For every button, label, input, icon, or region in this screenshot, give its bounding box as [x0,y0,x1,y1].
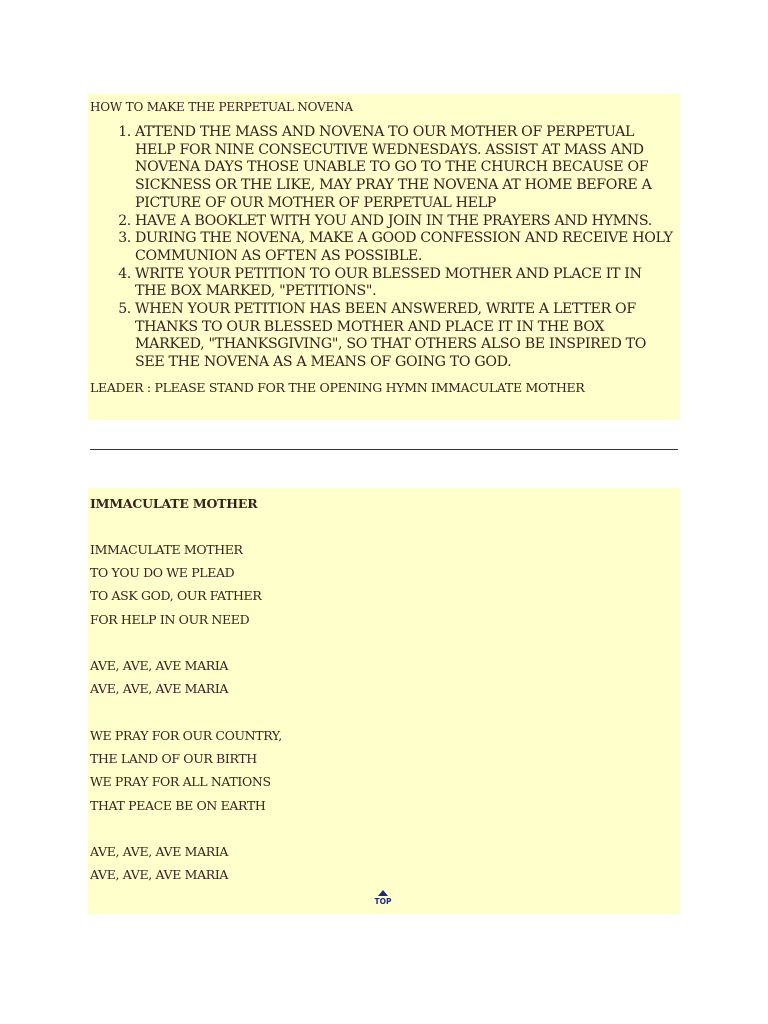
hymn-line: AVE, AVE, AVE MARIA [90,867,229,882]
hymn-line: IMMACULATE MOTHER [90,542,243,557]
list-item: 3. DURING THE NOVENA, MAKE A GOOD CONFESSION AND RECEIVE HOLY COMMUNION AS OFTEN AS POSSIBLE. [135,230,676,265]
hymn-panel [88,488,680,914]
novena-instructions-panel [88,94,680,420]
list-item: 2. HAVE A BOOKLET WITH YOU AND JOIN IN THE PRAYERS AND HYMNS. [135,213,676,231]
up-arrow-icon [378,890,388,896]
hymn-title: IMMACULATE MOTHER [90,496,258,511]
leader-instruction: LEADER : PLEASE STAND FOR THE OPENING HYMN IMMACULATE MOTHER [90,380,585,395]
top-link-label: TOP [374,897,392,906]
hymn-line: WE PRAY FOR OUR COUNTRY, [90,728,282,743]
instructions-heading: HOW TO MAKE THE PERPETUAL NOVENA [90,100,353,114]
list-item: 1. ATTEND THE MASS AND NOVENA TO OUR MOTHER OF PERPETUAL HELP FOR NINE CONSECUTIVE WEDNESDAYS. ASSIST AT MASS AND NOVENA DAYS THOSE UNABLE TO GO TO THE CHURCH BECAUSE OF SICKNESS OR THE LIKE, MAY PRAY THE NOVENA AT HOME BEFORE A PICTURE OF OUR MOTHER OF PERPETUAL HELP [135,124,676,213]
instructions-list [88,124,676,372]
hymn-line: AVE, AVE, AVE MARIA [90,658,229,673]
back-to-top-link[interactable] [373,890,393,912]
hymn-line: AVE, AVE, AVE MARIA [90,844,229,859]
hymn-line: THE LAND OF OUR BIRTH [90,751,257,766]
hymn-line: THAT PEACE BE ON EARTH [90,798,266,813]
hymn-line: AVE, AVE, AVE MARIA [90,681,229,696]
hymn-line: TO YOU DO WE PLEAD [90,565,235,580]
list-item: 5. WHEN YOUR PETITION HAS BEEN ANSWERED, WRITE A LETTER OF THANKS TO OUR BLESSED MOTHER AND PLACE IT IN THE BOX MARKED, "THANKSGIVING", SO THAT OTHERS ALSO BE INSPIRED TO SEE THE NOVENA AS A MEANS OF GOING TO GOD. [135,301,676,372]
hymn-line: WE PRAY FOR ALL NATIONS [90,774,271,789]
hymn-line: TO ASK GOD, OUR FATHER [90,588,262,603]
list-item: 4. WRITE YOUR PETITION TO OUR BLESSED MOTHER AND PLACE IT IN THE BOX MARKED, "PETITIONS". [135,266,676,301]
hymn-line: FOR HELP IN OUR NEED [90,612,250,627]
horizontal-divider [90,449,678,450]
